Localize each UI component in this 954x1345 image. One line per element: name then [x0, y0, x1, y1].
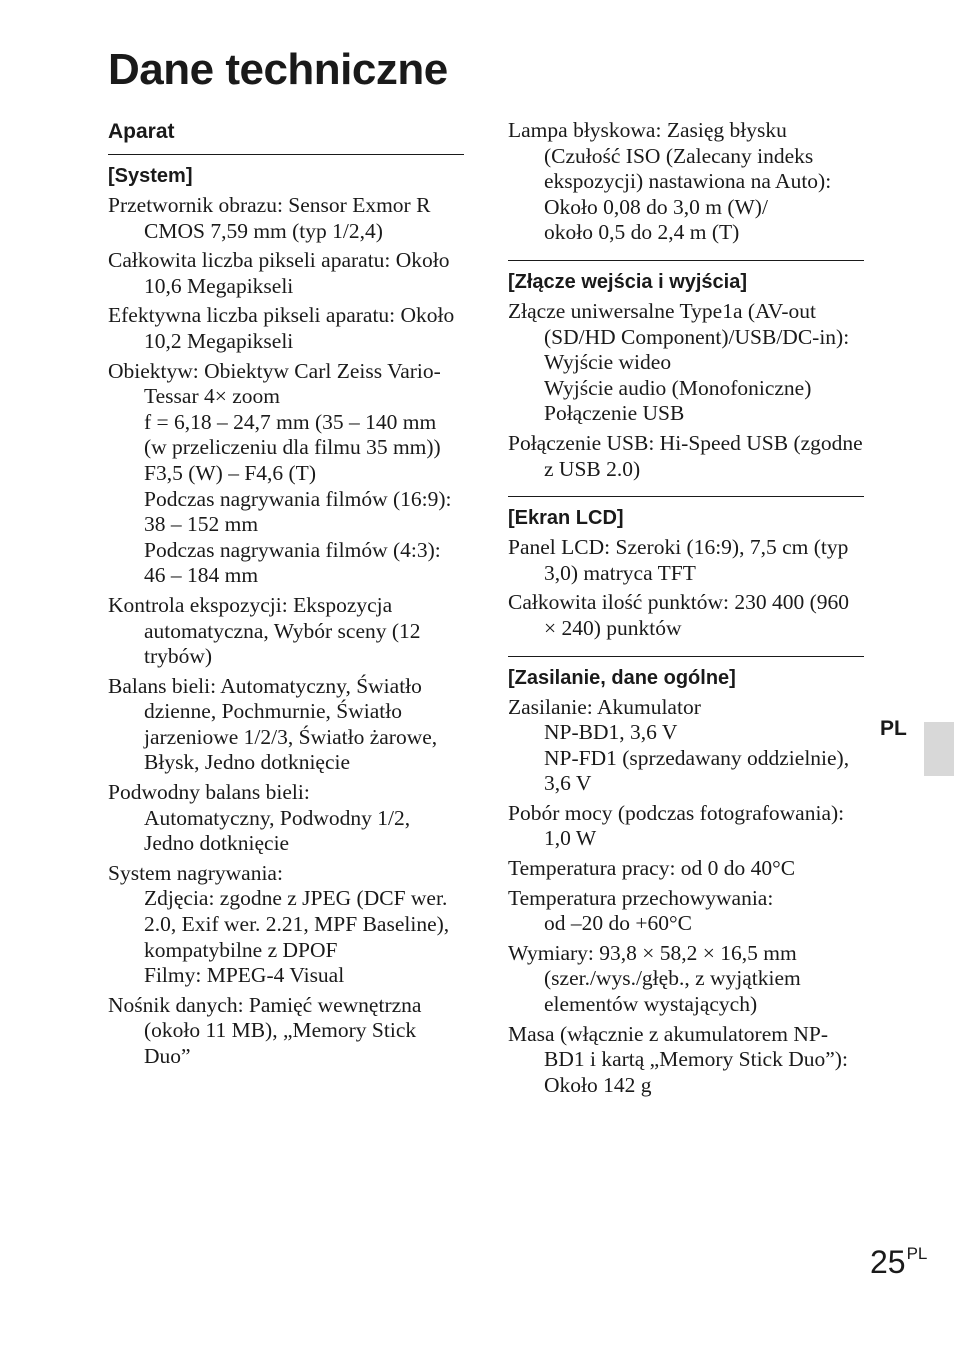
spec-entry-operating-temperature: Temperatura pracy: od 0 do 40°C: [508, 856, 796, 881]
camera-heading: Aparat: [108, 120, 175, 143]
power-section: [508, 656, 864, 1099]
language-tab: [924, 722, 954, 776]
spec-entry-effective-pixels: Efektywna liczba pikseli aparatu: Około 10,2 Megapikseli: [108, 303, 455, 353]
io-connector-section-title: [Złącze wejścia i wyjścia]: [508, 270, 748, 293]
spec-entry-storage-temperature: Temperatura przechowywania: od –20 do +60°C: [508, 885, 774, 936]
right-column: [508, 118, 864, 1102]
io-connector-section: [508, 260, 864, 482]
spec-entry-underwater-white-balance: Podwodny balans bieli: Automatyczny, Podwodny 1/2, Jedno dotknięcie: [108, 780, 411, 856]
page-number: [870, 1234, 927, 1282]
spec-entry-dimensions: Wymiary: 93,8 × 58,2 × 16,5 mm (szer./wys./głęb., z wyjątkiem elementów wystających): [508, 940, 801, 1017]
spec-entry-multi-connector: Złącze uniwersalne Type1a (AV-out (SD/HD Component)/USB/DC-in): Wyjście wideo Wyjście audio (Monofoniczne) Połączenie USB: [508, 298, 850, 426]
spec-entry-usb: Połączenie USB: Hi-Speed USB (zgodne z USB 2.0): [508, 430, 863, 481]
spec-entry-power-consumption: Pobór mocy (podczas fotografowania): 1,0 W: [508, 800, 845, 851]
spec-entry-lens: Obiektyw: Obiektyw Carl Zeiss Vario-Tessar 4× zoom f = 6,18 – 24,7 mm (35 – 140 mm (w przeliczeniu dla filmu 35 mm)) F3,5 (W) – F4,6 (T) Podczas nagrywania filmów (16:9): 38 – 152 mm Podczas nagrywania filmów (4:3): 46 – 184 mm: [108, 358, 452, 588]
spec-entry-exposure-control: Kontrola ekspozycji: Ekspozycja automatyczna, Wybór sceny (12 trybów): [108, 592, 421, 669]
power-section-title: [Zasilanie, dane ogólne]: [508, 666, 736, 689]
spec-entry-power-source: Zasilanie: Akumulator NP-BD1, 3,6 V NP-FD1 (sprzedawany oddzielnie), 3,6 V: [508, 694, 850, 796]
system-section: [108, 154, 464, 1070]
spec-entry-white-balance: Balans bieli: Automatyczny, Światło dzienne, Pochmurnie, Światło jarzeniowe 1/2/3, Światło żarowe, Błysk, Jedno dotknięcie: [108, 673, 438, 775]
spec-entry-flash: Lampa błyskowa: Zasięg błysku (Czułość ISO (Zalecany indeks ekspozycji) nastawiona na Auto): Około 0,08 do 3,0 m (W)/ około 0,5 do 2,4 m (T): [508, 118, 832, 245]
left-column: [108, 118, 464, 1074]
language-tab-label: PL: [880, 717, 907, 740]
system-section-title: [System]: [108, 165, 193, 187]
spec-entry-recording-media: Nośnik danych: Pamięć wewnętrzna (około 11 MB), „Memory Stick Duo”: [108, 992, 422, 1068]
page-number-value: 25: [870, 1244, 906, 1280]
spec-entry-dot-count: Całkowita ilość punktów: 230 400 (960 × 240) punktów: [508, 590, 849, 640]
spec-entry-lcd-panel: Panel LCD: Szeroki (16:9), 7,5 cm (typ 3,0) matryca TFT: [508, 535, 849, 585]
lcd-section: [508, 496, 864, 641]
spec-entry-total-pixels: Całkowita liczba pikseli aparatu: Około 10,6 Megapikseli: [108, 248, 450, 298]
page-title: Dane techniczne: [108, 45, 448, 94]
spec-entry-mass: Masa (włącznie z akumulatorem NP-BD1 i kartą „Memory Stick Duo”): Około 142 g: [508, 1021, 848, 1097]
spec-entry-image-sensor: Przetwornik obrazu: Sensor Exmor R CMOS 7,59 mm (typ 1/2,4): [108, 193, 431, 243]
lcd-section-title: [Ekran LCD]: [508, 507, 624, 530]
spec-entry-recording-system: System nagrywania: Zdjęcia: zgodne z JPEG (DCF wer. 2.0, Exif wer. 2.21, MPF Baseline), kompatybilne z DPOF Filmy: MPEG-4 Visual: [108, 860, 450, 988]
page-number-suffix: PL: [906, 1244, 928, 1263]
